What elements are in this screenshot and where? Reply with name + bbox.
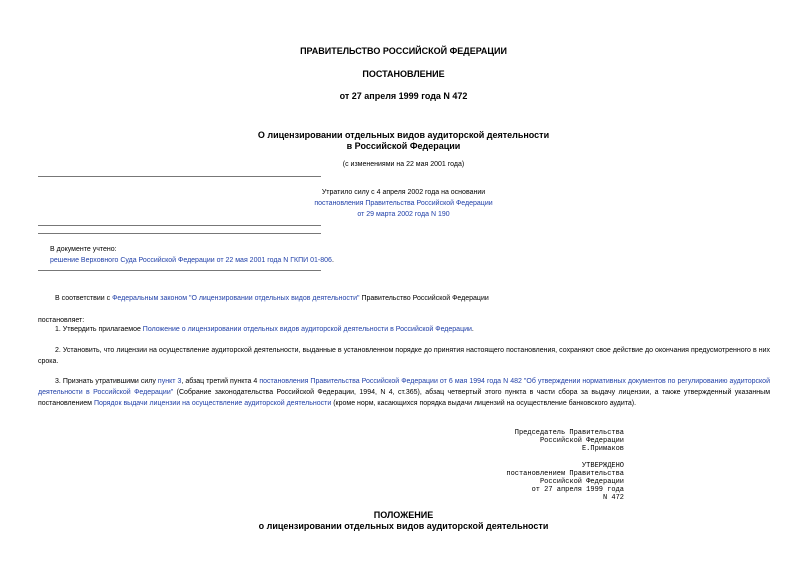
considered-label: В документе учтено: (50, 246, 117, 253)
regulation-title: ПОЛОЖЕНИЕ (373, 510, 434, 520)
item-3-pre: 3. Признать утратившими силу (55, 378, 158, 385)
document-title-line2: в Российской Федерации (346, 141, 461, 151)
signature-name: Е.Примаков (581, 445, 624, 453)
item-1 (55, 324, 474, 336)
divider (38, 233, 321, 234)
approval-country: Российской Федерации (539, 478, 624, 486)
item-3-mid1: , абзац третий пункта 4 (181, 378, 260, 385)
signature-title: Председатель Правительства (514, 429, 624, 437)
considered-tail: . (331, 257, 334, 264)
approval-label: УТВЕРЖДЕНО (581, 462, 624, 470)
preamble (55, 293, 489, 305)
document-type: ПОСТАНОВЛЕНИЕ (362, 69, 445, 79)
preamble-pre: В соответствии с (55, 295, 113, 302)
resolves-text: постановляет: (38, 317, 85, 324)
signature-country: Российской Федерации (539, 437, 624, 445)
item-3-post: (кроме норм, касающихся порядка выдачи лицензий на осуществление банковского аудита). (331, 400, 637, 407)
document-date-number: от 27 апреля 1999 года N 472 (339, 91, 468, 101)
approval-number: N 472 (602, 494, 624, 502)
void-decree-link[interactable]: постановления Правительства Российской Федерации (314, 200, 493, 207)
approval-by: постановлением Правительства (506, 470, 624, 478)
government-heading: ПРАВИТЕЛЬСТВО РОССИЙСКОЙ ФЕДЕРАЦИИ (300, 46, 507, 56)
point-3-link[interactable]: пункт 3 (157, 378, 182, 385)
document-title-line1: О лицензировании отдельных видов аудиторской деятельности (257, 130, 550, 140)
licensing-procedure-link[interactable]: Порядок выдачи лицензии на осуществление аудиторской деятельности (93, 400, 332, 407)
item-1-post: . (471, 326, 474, 333)
signature-block (515, 429, 624, 453)
federal-law-link[interactable]: Федеральным законом "О лицензировании отдельных видов деятельности" (112, 295, 360, 302)
amendments-note: (с изменениями на 22 мая 2001 года) (342, 161, 465, 168)
decree-482-link[interactable]: постановления Правительства Российской Федерации от 6 мая 1994 года N 482 "Об утверждении нормативных документов по регулированию аудиторской деятельности в Российской Федерации" (38, 378, 770, 396)
item-1-pre: 1. Утвердить прилагаемое (55, 326, 143, 333)
preamble-post: Правительство Российской Федерации (359, 295, 489, 302)
void-notice: Утратило силу с 4 апреля 2002 года на основании (321, 189, 486, 196)
considered-line (50, 255, 334, 267)
approval-date: от 27 апреля 1999 года (531, 486, 624, 494)
item-3-mid2: (Собрание законодательства Российской Федерации, 1994, N 4, ст.365), абзац четвертый этого пункта в части сбора за выдачу лицензии, а также утвержденный указанным постановлением (38, 389, 771, 407)
divider (38, 176, 321, 177)
regulation-subtitle: о лицензировании отдельных видов аудиторской деятельности (258, 521, 549, 531)
item-3 (38, 376, 770, 409)
supreme-court-decision-link[interactable]: решение Верховного Суда Российской Федерации от 22 мая 2001 года N ГКПИ 01-806 (50, 257, 332, 264)
approval-block (506, 462, 624, 502)
divider (38, 225, 321, 226)
divider (38, 270, 321, 271)
regulation-link[interactable]: Положение о лицензировании отдельных видов аудиторской деятельности в Российской Федерации (142, 326, 472, 333)
void-decree-date-link[interactable]: от 29 марта 2002 года N 190 (357, 211, 450, 218)
item-2: 2. Установить, что лицензии на осуществление аудиторской деятельности, выданные в установленном порядке до принятия настоящего постановления, сохраняют свое действие до окончания предусмотренного в них срока. (38, 347, 770, 365)
